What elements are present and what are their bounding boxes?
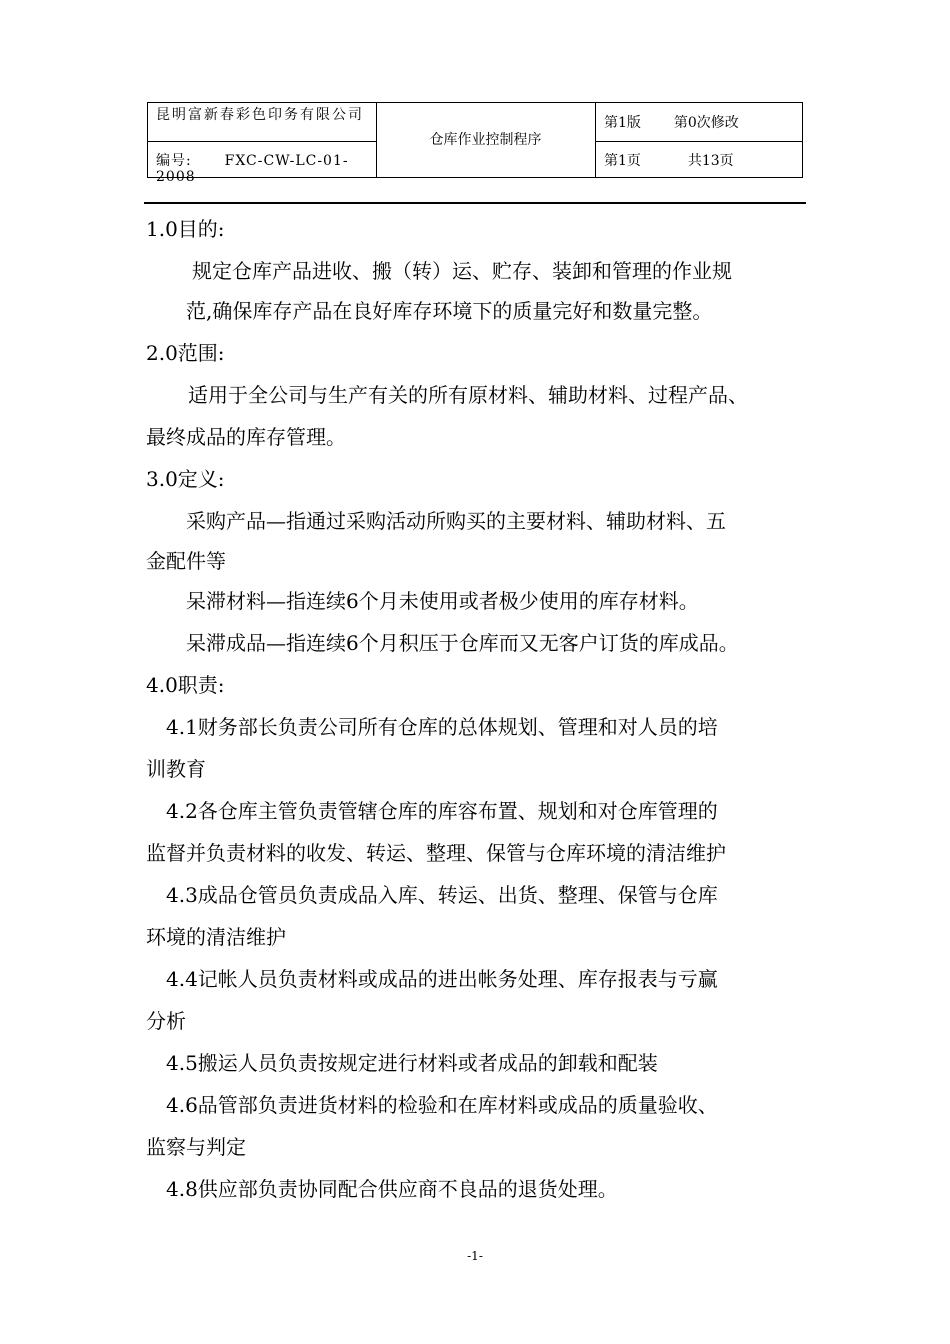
page-number: -1- bbox=[467, 1249, 483, 1263]
revision: 第0次修改 bbox=[673, 115, 739, 131]
section-heading: 4.0职责: bbox=[146, 673, 225, 697]
paragraph-line: 4.5搬运人员负责按规定进行材料或者成品的卸载和配装 bbox=[166, 1051, 658, 1075]
paragraph-line: 4.8供应部负责协同配合供应商不良品的退货处理。 bbox=[166, 1177, 618, 1201]
paragraph-line: 4.6品管部负责进货材料的检验和在库材料或成品的质量验收、 bbox=[166, 1093, 718, 1117]
section-heading: 2.0范围: bbox=[146, 341, 225, 365]
paragraph-line: 4.3成品仓管员负责成品入库、转运、出货、整理、保管与仓库 bbox=[166, 883, 718, 907]
page-current: 第1页 bbox=[604, 153, 641, 169]
document-number bbox=[156, 153, 374, 185]
paragraph-line: 4.2各仓库主管负责管辖仓库的库容布置、规划和对仓库管理的 bbox=[166, 799, 718, 823]
header-divider bbox=[148, 141, 376, 142]
paragraph-line: 规定仓库产品进收、搬（转）运、贮存、装卸和管理的作业规 bbox=[192, 259, 732, 283]
edition-info bbox=[604, 115, 804, 131]
document-title: 仓库作业控制程序 bbox=[429, 132, 542, 148]
document-body bbox=[146, 214, 812, 1216]
paragraph-line: 呆滞成品—指连续6个月积压于仓库而又无客户订货的库成品。 bbox=[186, 631, 739, 655]
paragraph-line: 采购产品—指通过采购活动所购买的主要材料、辅助材料、五 bbox=[186, 509, 726, 533]
paragraph-line: 4.4记帐人员负责材料或成品的进出帐务处理、库存报表与亏赢 bbox=[166, 967, 718, 991]
paragraph-line: 范,确保库存产品在良好库存环境下的质量完好和数量完整。 bbox=[186, 299, 713, 323]
paragraph-line: 呆滞材料—指连续6个月未使用或者极少使用的库存材料。 bbox=[186, 589, 699, 613]
section-heading: 3.0定义: bbox=[146, 467, 225, 491]
paragraph-line: 4.1财务部长负责公司所有仓库的总体规划、管理和对人员的培 bbox=[166, 715, 718, 739]
section-heading: 1.0目的: bbox=[146, 217, 225, 241]
document-number-label: 编号: bbox=[156, 153, 192, 169]
header-table bbox=[147, 102, 803, 185]
page-total: 共13页 bbox=[687, 153, 734, 169]
paragraph-line: 金配件等 bbox=[146, 549, 226, 573]
header-divider bbox=[595, 141, 803, 142]
paragraph-line: 监督并负责材料的收发、转运、整理、保管与仓库环境的清洁维护 bbox=[146, 841, 726, 865]
page-info bbox=[604, 153, 804, 169]
edition: 第1版 bbox=[604, 115, 641, 131]
paragraph-line: 适用于全公司与生产有关的所有原材料、辅助材料、过程产品、 bbox=[188, 383, 748, 407]
document-number-value: FXC-CW-LC-01-2008 bbox=[156, 153, 349, 185]
header-divider bbox=[595, 103, 596, 177]
company-name: 昆明富新春彩色印务有限公司 bbox=[156, 107, 364, 123]
header-rule bbox=[144, 202, 806, 204]
paragraph-line: 最终成品的库存管理。 bbox=[146, 425, 346, 449]
paragraph-line: 环境的清洁维护 bbox=[146, 925, 286, 949]
paragraph-line: 分析 bbox=[146, 1009, 186, 1033]
paragraph-line: 训教育 bbox=[146, 757, 206, 781]
paragraph-line: 监察与判定 bbox=[146, 1135, 246, 1159]
